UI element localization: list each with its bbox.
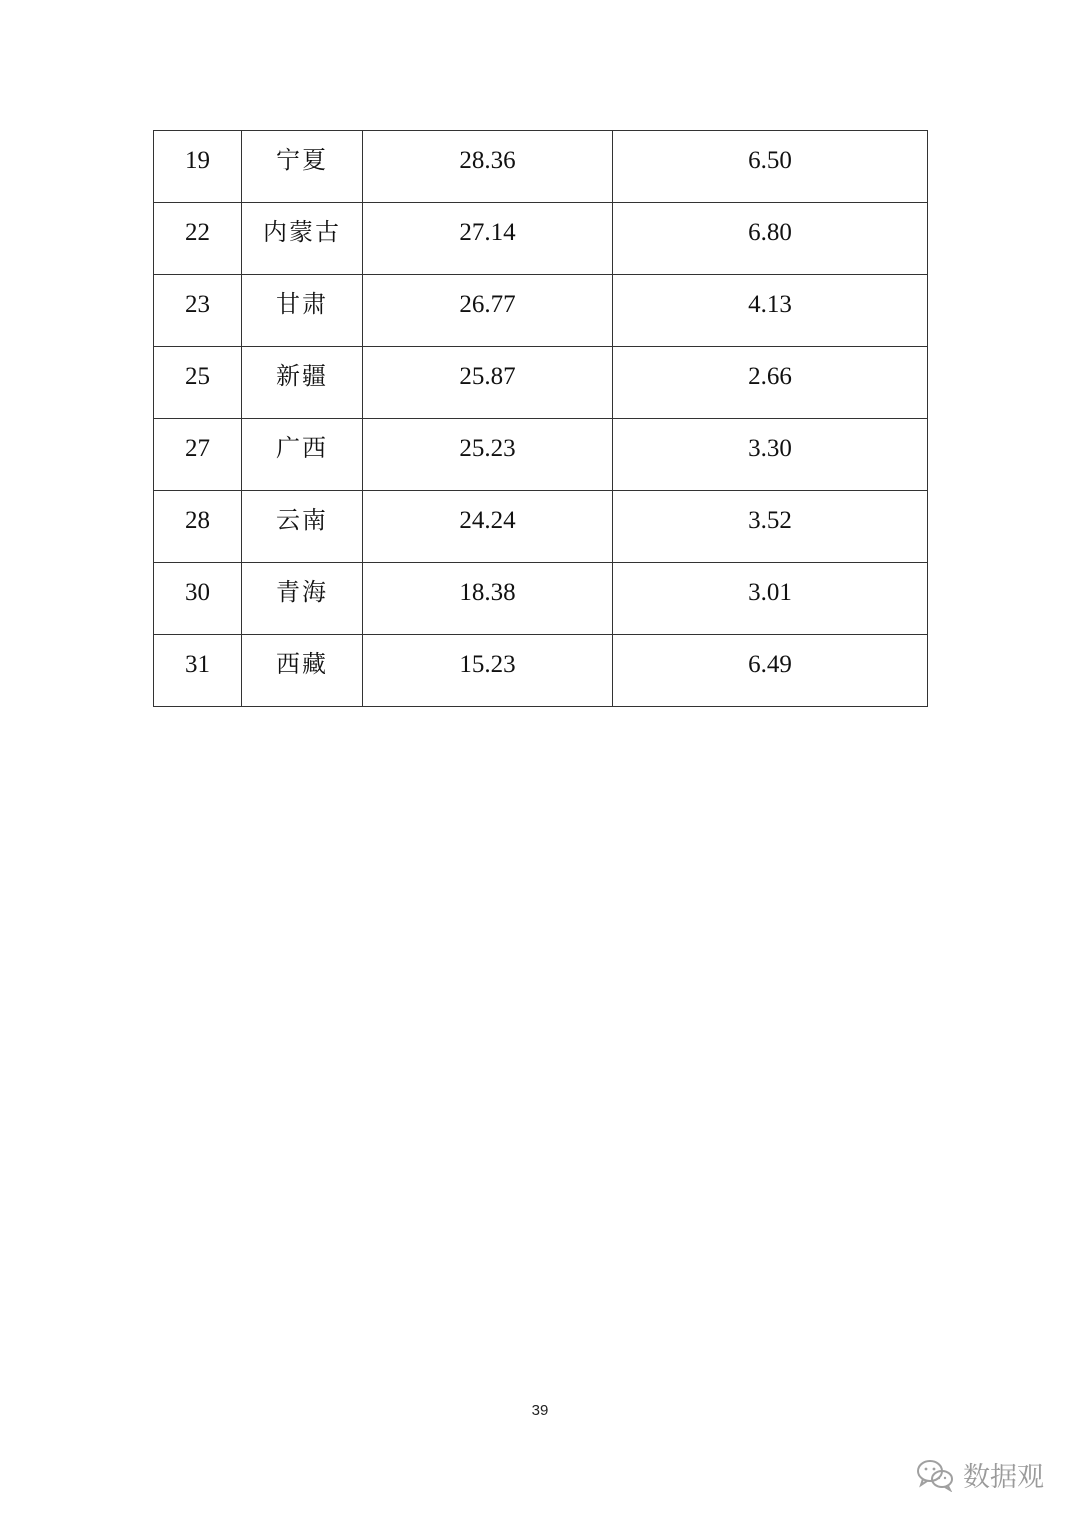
value2-cell: 6.49 <box>613 635 928 707</box>
value1-cell: 25.87 <box>363 347 613 419</box>
region-cell: 内蒙古 <box>242 203 363 275</box>
value2-cell: 6.50 <box>613 131 928 203</box>
region-cell: 云南 <box>242 491 363 563</box>
rank-cell: 27 <box>154 419 242 491</box>
table-row <box>154 563 928 635</box>
table-row <box>154 203 928 275</box>
value2-cell: 3.01 <box>613 563 928 635</box>
value2-cell: 4.13 <box>613 275 928 347</box>
value1-cell: 15.23 <box>363 635 613 707</box>
region-cell: 青海 <box>242 563 363 635</box>
watermark-text: 数据观 <box>963 1462 1044 1493</box>
rank-cell: 30 <box>154 563 242 635</box>
region-cell: 广西 <box>242 419 363 491</box>
rank-cell: 25 <box>154 347 242 419</box>
rank-cell: 22 <box>154 203 242 275</box>
value1-cell: 18.38 <box>363 563 613 635</box>
table-row <box>154 491 928 563</box>
region-cell: 西藏 <box>242 635 363 707</box>
value2-cell: 3.30 <box>613 419 928 491</box>
table-row <box>154 635 928 707</box>
value1-cell: 24.24 <box>363 491 613 563</box>
region-cell: 新疆 <box>242 347 363 419</box>
value2-cell: 3.52 <box>613 491 928 563</box>
page-number: 39 <box>531 1402 549 1419</box>
table-row <box>154 347 928 419</box>
rank-cell: 19 <box>154 131 242 203</box>
rank-cell: 23 <box>154 275 242 347</box>
value1-cell: 26.77 <box>363 275 613 347</box>
value1-cell: 27.14 <box>363 203 613 275</box>
region-cell: 甘肃 <box>242 275 363 347</box>
wechat-icon <box>915 1458 955 1492</box>
table-row <box>154 131 928 203</box>
value2-cell: 6.80 <box>613 203 928 275</box>
table-row <box>154 419 928 491</box>
rank-cell: 31 <box>154 635 242 707</box>
rank-cell: 28 <box>154 491 242 563</box>
value1-cell: 25.23 <box>363 419 613 491</box>
data-table <box>153 130 928 707</box>
table-row <box>154 275 928 347</box>
value2-cell: 2.66 <box>613 347 928 419</box>
value1-cell: 28.36 <box>363 131 613 203</box>
watermark <box>915 1455 1044 1494</box>
region-cell: 宁夏 <box>242 131 363 203</box>
